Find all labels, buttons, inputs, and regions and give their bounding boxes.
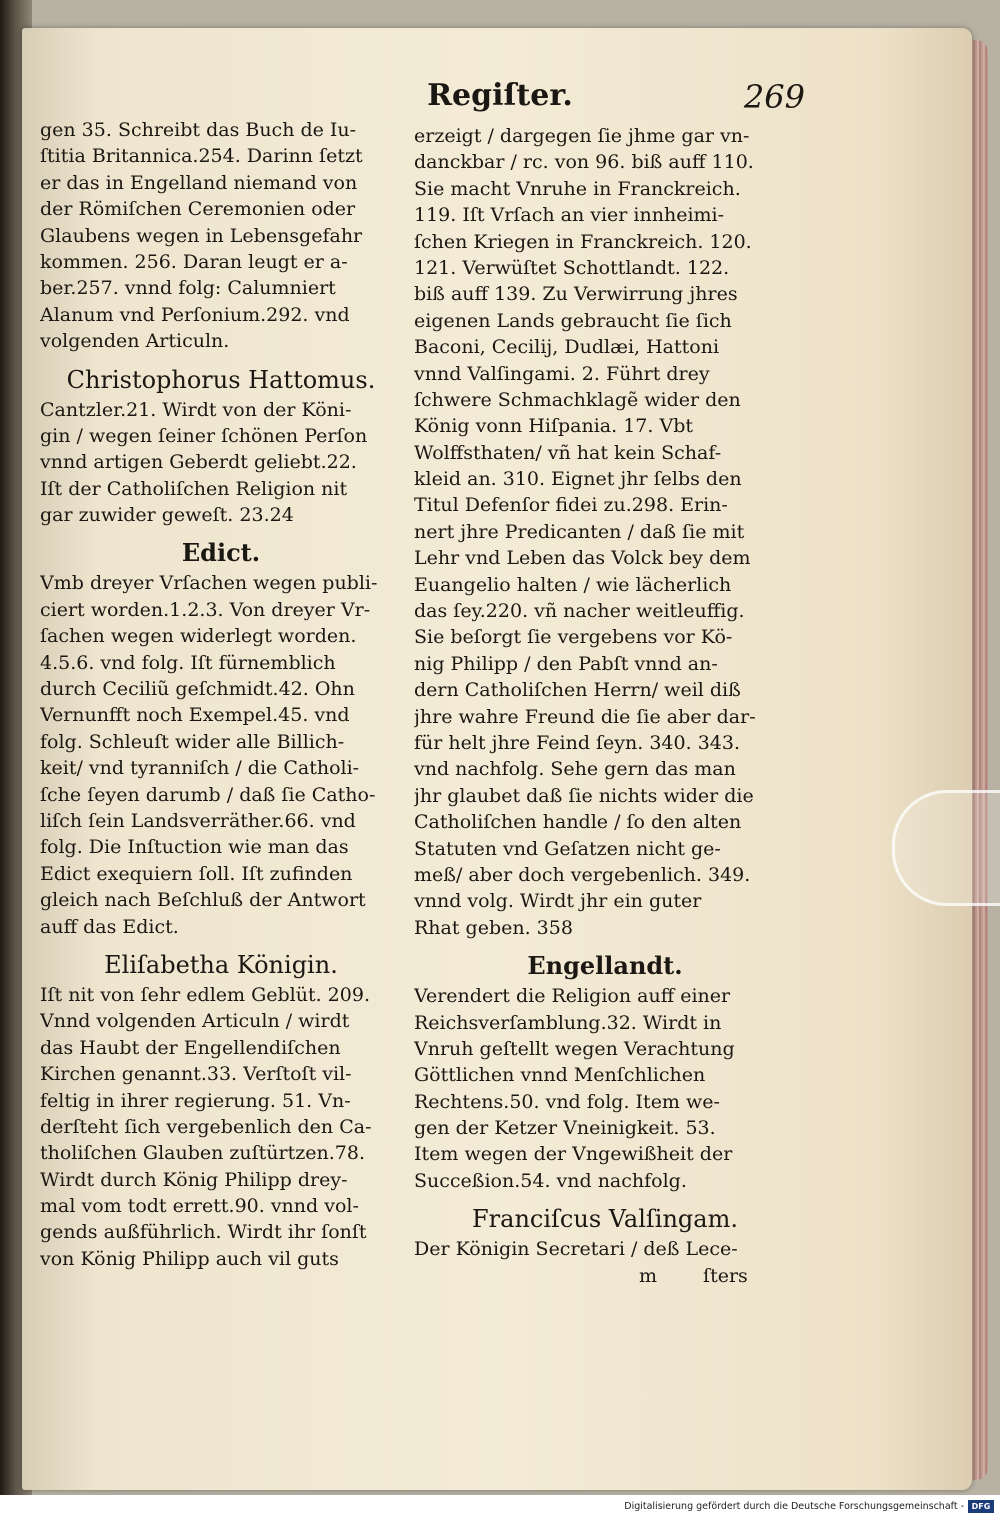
text-line: für helt jhre Feind ſeyn. 340. 343.	[414, 731, 740, 754]
right-column	[414, 123, 796, 1289]
text-line: Statuten vnd Geſatzen nicht ge-	[414, 837, 721, 860]
text-line: Wolffsthaten/ vñ hat kein Schaf-	[414, 441, 722, 464]
text-line: das ſey.220. vñ nacher weitleuffig.	[414, 600, 745, 623]
text-line: das Haubt der Engellendiſchen	[40, 1036, 341, 1059]
text-line: jhr glaubet daß ſie nichts wider die	[414, 784, 754, 807]
text-line: Succeßion.54. vnd nachfolg.	[414, 1169, 687, 1192]
entry-heading: Christophorus Hattomus.	[66, 365, 376, 394]
text-line: volgenden Articuln.	[40, 330, 230, 353]
text-line: liſch ſein Landsverräther.66. vnd	[40, 809, 356, 832]
text-line: Glaubens wegen in Lebensgefahr	[40, 224, 363, 247]
text-line: der Römiſchen Ceremonien oder	[40, 198, 356, 221]
text-line: Edict exequiern ſoll. Iſt zufinden	[40, 862, 353, 885]
text-line: ciert worden.1.2.3. Von dreyer Vr-	[40, 598, 371, 621]
text-line: vnd nachfolg. Sehe gern das man	[414, 758, 736, 781]
text-line: Göttlichen vnnd Menſchlichen	[414, 1064, 706, 1087]
text-line: dern Catholiſchen Herrn/ weil diß	[414, 679, 741, 702]
text-line: tholiſchen Glauben zuſtürtzen.78.	[40, 1142, 366, 1165]
text-line: Kirchen genannt.33. Verſtoſt vil-	[40, 1063, 352, 1086]
text-line: Item wegen der Vngewißheit der	[414, 1143, 733, 1166]
text-line: derſteht ſich vergebenlich den Ca-	[40, 1115, 372, 1138]
text-line: jhre wahre Freund die ſie aber dar-	[414, 705, 756, 728]
text-line: gen 35. Schreibt das Buch de Iu-	[40, 119, 357, 141]
text-line: Der Königin Secretari / deß Lece-	[414, 1238, 738, 1261]
funding-credit: Digitalisierung gefördert durch die Deutsche Forschungsgemeinschaft -	[624, 1501, 964, 1512]
text-line: ſche ſeyen darumb / daß ſie Catho-	[40, 783, 376, 806]
text-line: erzeigt / dargegen ſie jhme gar vn-	[414, 125, 750, 147]
text-line: Reichsverſamblung.32. Wirdt in	[414, 1011, 722, 1034]
text-line: kommen. 256. Daran leugt er a-	[40, 250, 348, 273]
catchword: m ſters	[639, 1264, 748, 1287]
text-line: folg. Die Inſtuction wie man das	[40, 836, 349, 859]
page-tab-marker	[892, 790, 1000, 906]
text-line: König vonn Hiſpania. 17. Vbt	[414, 415, 693, 438]
text-line: nig Philipp / den Pabſt vnnd an-	[414, 652, 718, 675]
text-line: Catholiſchen handle / ſo den alten	[414, 811, 742, 834]
text-line: ſtitia Britannica.254. Darinn ſetzt	[40, 145, 363, 168]
text-line: meß/ aber doch vergebenlich. 349.	[414, 863, 751, 886]
entry-heading: Franciſcus Valſingam.	[472, 1205, 738, 1234]
text-line: Wirdt durch König Philipp drey-	[40, 1168, 348, 1191]
text-line: Vmb dreyer Vrſachen wegen publi-	[40, 572, 378, 595]
entry-heading: Edict.	[181, 538, 261, 568]
text-line: auff das Edict.	[40, 915, 179, 938]
text-line: keit/ vnd tyranniſch / die Catholi-	[40, 757, 360, 780]
text-line: ſchwere Schmachklagẽ wider den	[414, 388, 741, 411]
text-line: Alanum vnd Perſonium.292. vnd	[40, 303, 350, 326]
text-line: mal vom todt errett.90. vnnd vol-	[40, 1195, 359, 1218]
text-line: Titul Defenſor fidei zu.298. Erin-	[414, 494, 728, 517]
text-line: Lehr vnd Leben das Volck bey dem	[414, 547, 751, 570]
text-line: ſchen Kriegen in Franckreich. 120.	[414, 230, 752, 253]
dfg-logo: DFG	[968, 1500, 994, 1513]
text-line: Vnruh geſtellt wegen Verachtung	[414, 1037, 735, 1060]
text-line: Verendert die Religion auff einer	[414, 985, 731, 1008]
text-line: Vernunfft noch Exempel.45. vnd	[40, 704, 350, 727]
text-line: gin / wegen ſeiner ſchönen Perſon	[40, 424, 368, 447]
page-number: 269	[743, 78, 805, 116]
text-line: ſachen wegen widerlegt worden.	[40, 625, 357, 648]
text-line: von König Philipp auch vil guts	[40, 1247, 339, 1270]
text-line: vnnd Valſingami. 2. Führt drey	[414, 362, 710, 385]
text-line: 119. Iſt Vrſach an vier innheimi-	[414, 204, 725, 227]
text-line: kleid an. 310. Eignet jhr ſelbs den	[414, 468, 742, 491]
text-line: gen der Ketzer Vneinigkeit. 53.	[414, 1117, 716, 1140]
text-line: feltig in ihrer regierung. 51. Vn-	[40, 1089, 351, 1112]
text-line: eigenen Lands gebraucht ſie ſich	[414, 309, 732, 332]
text-line: Vnnd volgenden Articuln / wirdt	[40, 1010, 350, 1033]
entry-heading: Eliſabetha Königin.	[104, 950, 338, 979]
text-line: danckbar / rc. von 96. biß auff 110.	[414, 151, 754, 174]
text-line: Euangelio halten / wie lächerlich	[414, 573, 732, 596]
footer-bar	[0, 1495, 1000, 1520]
text-line: er das in Engelland niemand von	[40, 171, 358, 194]
text-line: gends außführlich. Wirdt ihr ſonſt	[40, 1221, 367, 1244]
text-line: ber.257. vnnd folg: Calumniert	[40, 277, 336, 300]
text-line: Baconi, Cecilij, Dudlæi, Hattoni	[414, 336, 720, 359]
left-column	[40, 117, 402, 1272]
text-line: nert jhre Predicanten / daß ſie mit	[414, 520, 745, 543]
text-line: Sie macht Vnruhe in Franckreich.	[414, 177, 741, 200]
text-line: gleich nach Beſchluß der Antwort	[40, 889, 366, 912]
text-line: Cantzler.21. Wirdt von der Köni-	[40, 398, 352, 421]
text-line: 4.5.6. vnd folg. Iſt fürnemblich	[40, 651, 336, 674]
entry-heading: Engellandt.	[527, 951, 683, 981]
text-line: gar zuwider geweſt. 23.24	[40, 504, 294, 527]
text-line: vnnd volg. Wirdt jhr ein guter	[414, 890, 702, 913]
running-header: Regiſter.	[427, 78, 573, 113]
text-line: Rhat geben. 358	[414, 916, 573, 939]
text-line: Iſt nit von ſehr edlem Geblüt. 209.	[40, 983, 370, 1006]
text-line: 121. Verwüſtet Schottlandt. 122.	[414, 256, 730, 279]
text-line: Iſt der Catholiſchen Religion nit	[40, 477, 348, 500]
text-line: biß auff 139. Zu Verwirrung jhres	[414, 283, 738, 306]
text-line: Rechtens.50. vnd folg. Item we-	[414, 1090, 720, 1113]
text-line: durch Ceciliũ geſchmidt.42. Ohn	[40, 678, 355, 701]
text-line: Sie beſorgt ſie vergebens vor Kö-	[414, 626, 733, 649]
text-line: folg. Schleuſt wider alle Billich-	[40, 730, 345, 753]
text-line: vnnd artigen Geberdt geliebt.22.	[40, 451, 357, 474]
